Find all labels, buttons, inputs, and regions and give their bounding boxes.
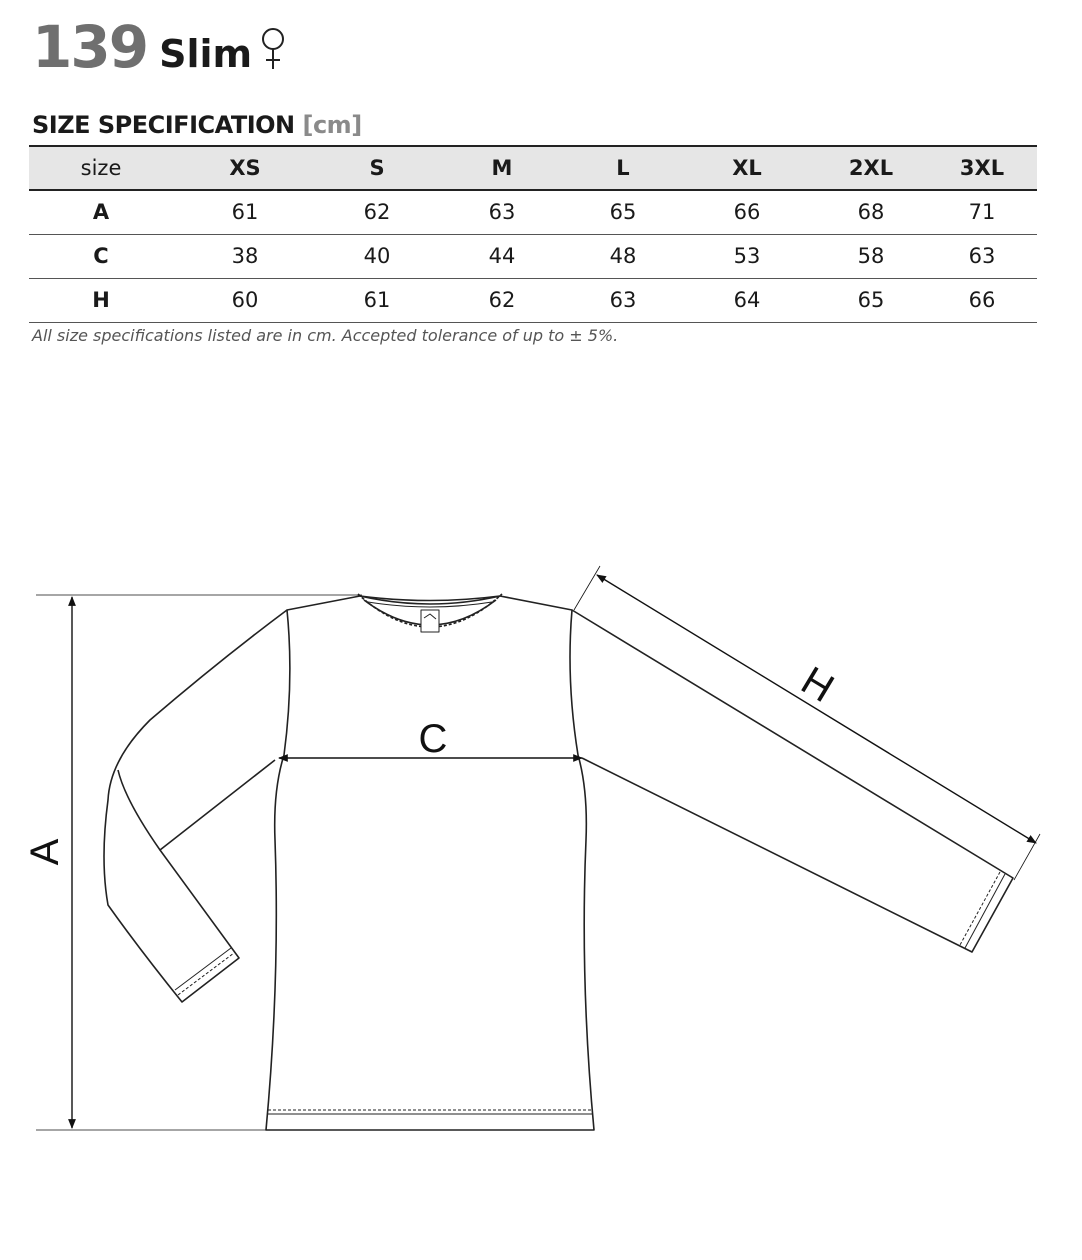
table-cell: 62: [437, 278, 567, 322]
table-cell: 63: [437, 190, 567, 234]
table-cell: 64: [679, 278, 815, 322]
table-cell: 66: [927, 278, 1037, 322]
model-name: Slim: [159, 32, 253, 76]
column-header: XS: [173, 146, 317, 190]
column-header: 3XL: [927, 146, 1037, 190]
column-header: M: [437, 146, 567, 190]
size-table: [29, 145, 1037, 323]
spec-title: [32, 108, 362, 142]
table-cell: 65: [567, 190, 679, 234]
shirt-diagram: [0, 540, 1082, 1160]
table-row: [29, 190, 1037, 234]
label-h: H: [793, 658, 842, 712]
label-c: C: [418, 717, 448, 761]
table-cell: 66: [679, 190, 815, 234]
column-header: XL: [679, 146, 815, 190]
table-cell: 71: [927, 190, 1037, 234]
label-a: A: [23, 838, 67, 866]
table-cell: 44: [437, 234, 567, 278]
table-cell: 38: [173, 234, 317, 278]
column-header: 2XL: [815, 146, 927, 190]
model-number: 139: [32, 13, 148, 81]
table-cell: 61: [173, 190, 317, 234]
column-header: L: [567, 146, 679, 190]
row-label: C: [29, 234, 173, 278]
header: [32, 12, 288, 82]
measurement-lines: [36, 566, 1040, 1130]
row-label: H: [29, 278, 173, 322]
tolerance-note: All size specifications listed are in cm. Accepted tolerance of up to ± 5%.: [32, 326, 619, 345]
spec-title-text: SIZE SPECIFICATION: [32, 111, 295, 139]
table-cell: 58: [815, 234, 927, 278]
table-cell: 63: [567, 278, 679, 322]
h-guide-bottom: [1014, 834, 1040, 880]
female-symbol-icon: [258, 25, 288, 71]
spec-unit: [cm]: [302, 111, 362, 139]
table-header-row: [29, 146, 1037, 190]
table-cell: 61: [317, 278, 437, 322]
table-row: [29, 278, 1037, 322]
table-cell: 62: [317, 190, 437, 234]
table-row: [29, 234, 1037, 278]
table-cell: 48: [567, 234, 679, 278]
shirt-outline: [104, 594, 1013, 1130]
table-cell: 68: [815, 190, 927, 234]
table-cell: 40: [317, 234, 437, 278]
table-cell: 63: [927, 234, 1037, 278]
h-guide-top: [574, 566, 600, 610]
table-cell: 53: [679, 234, 815, 278]
table-cell: 65: [815, 278, 927, 322]
column-header: S: [317, 146, 437, 190]
column-header: size: [29, 146, 173, 190]
row-label: A: [29, 190, 173, 234]
table-cell: 60: [173, 278, 317, 322]
